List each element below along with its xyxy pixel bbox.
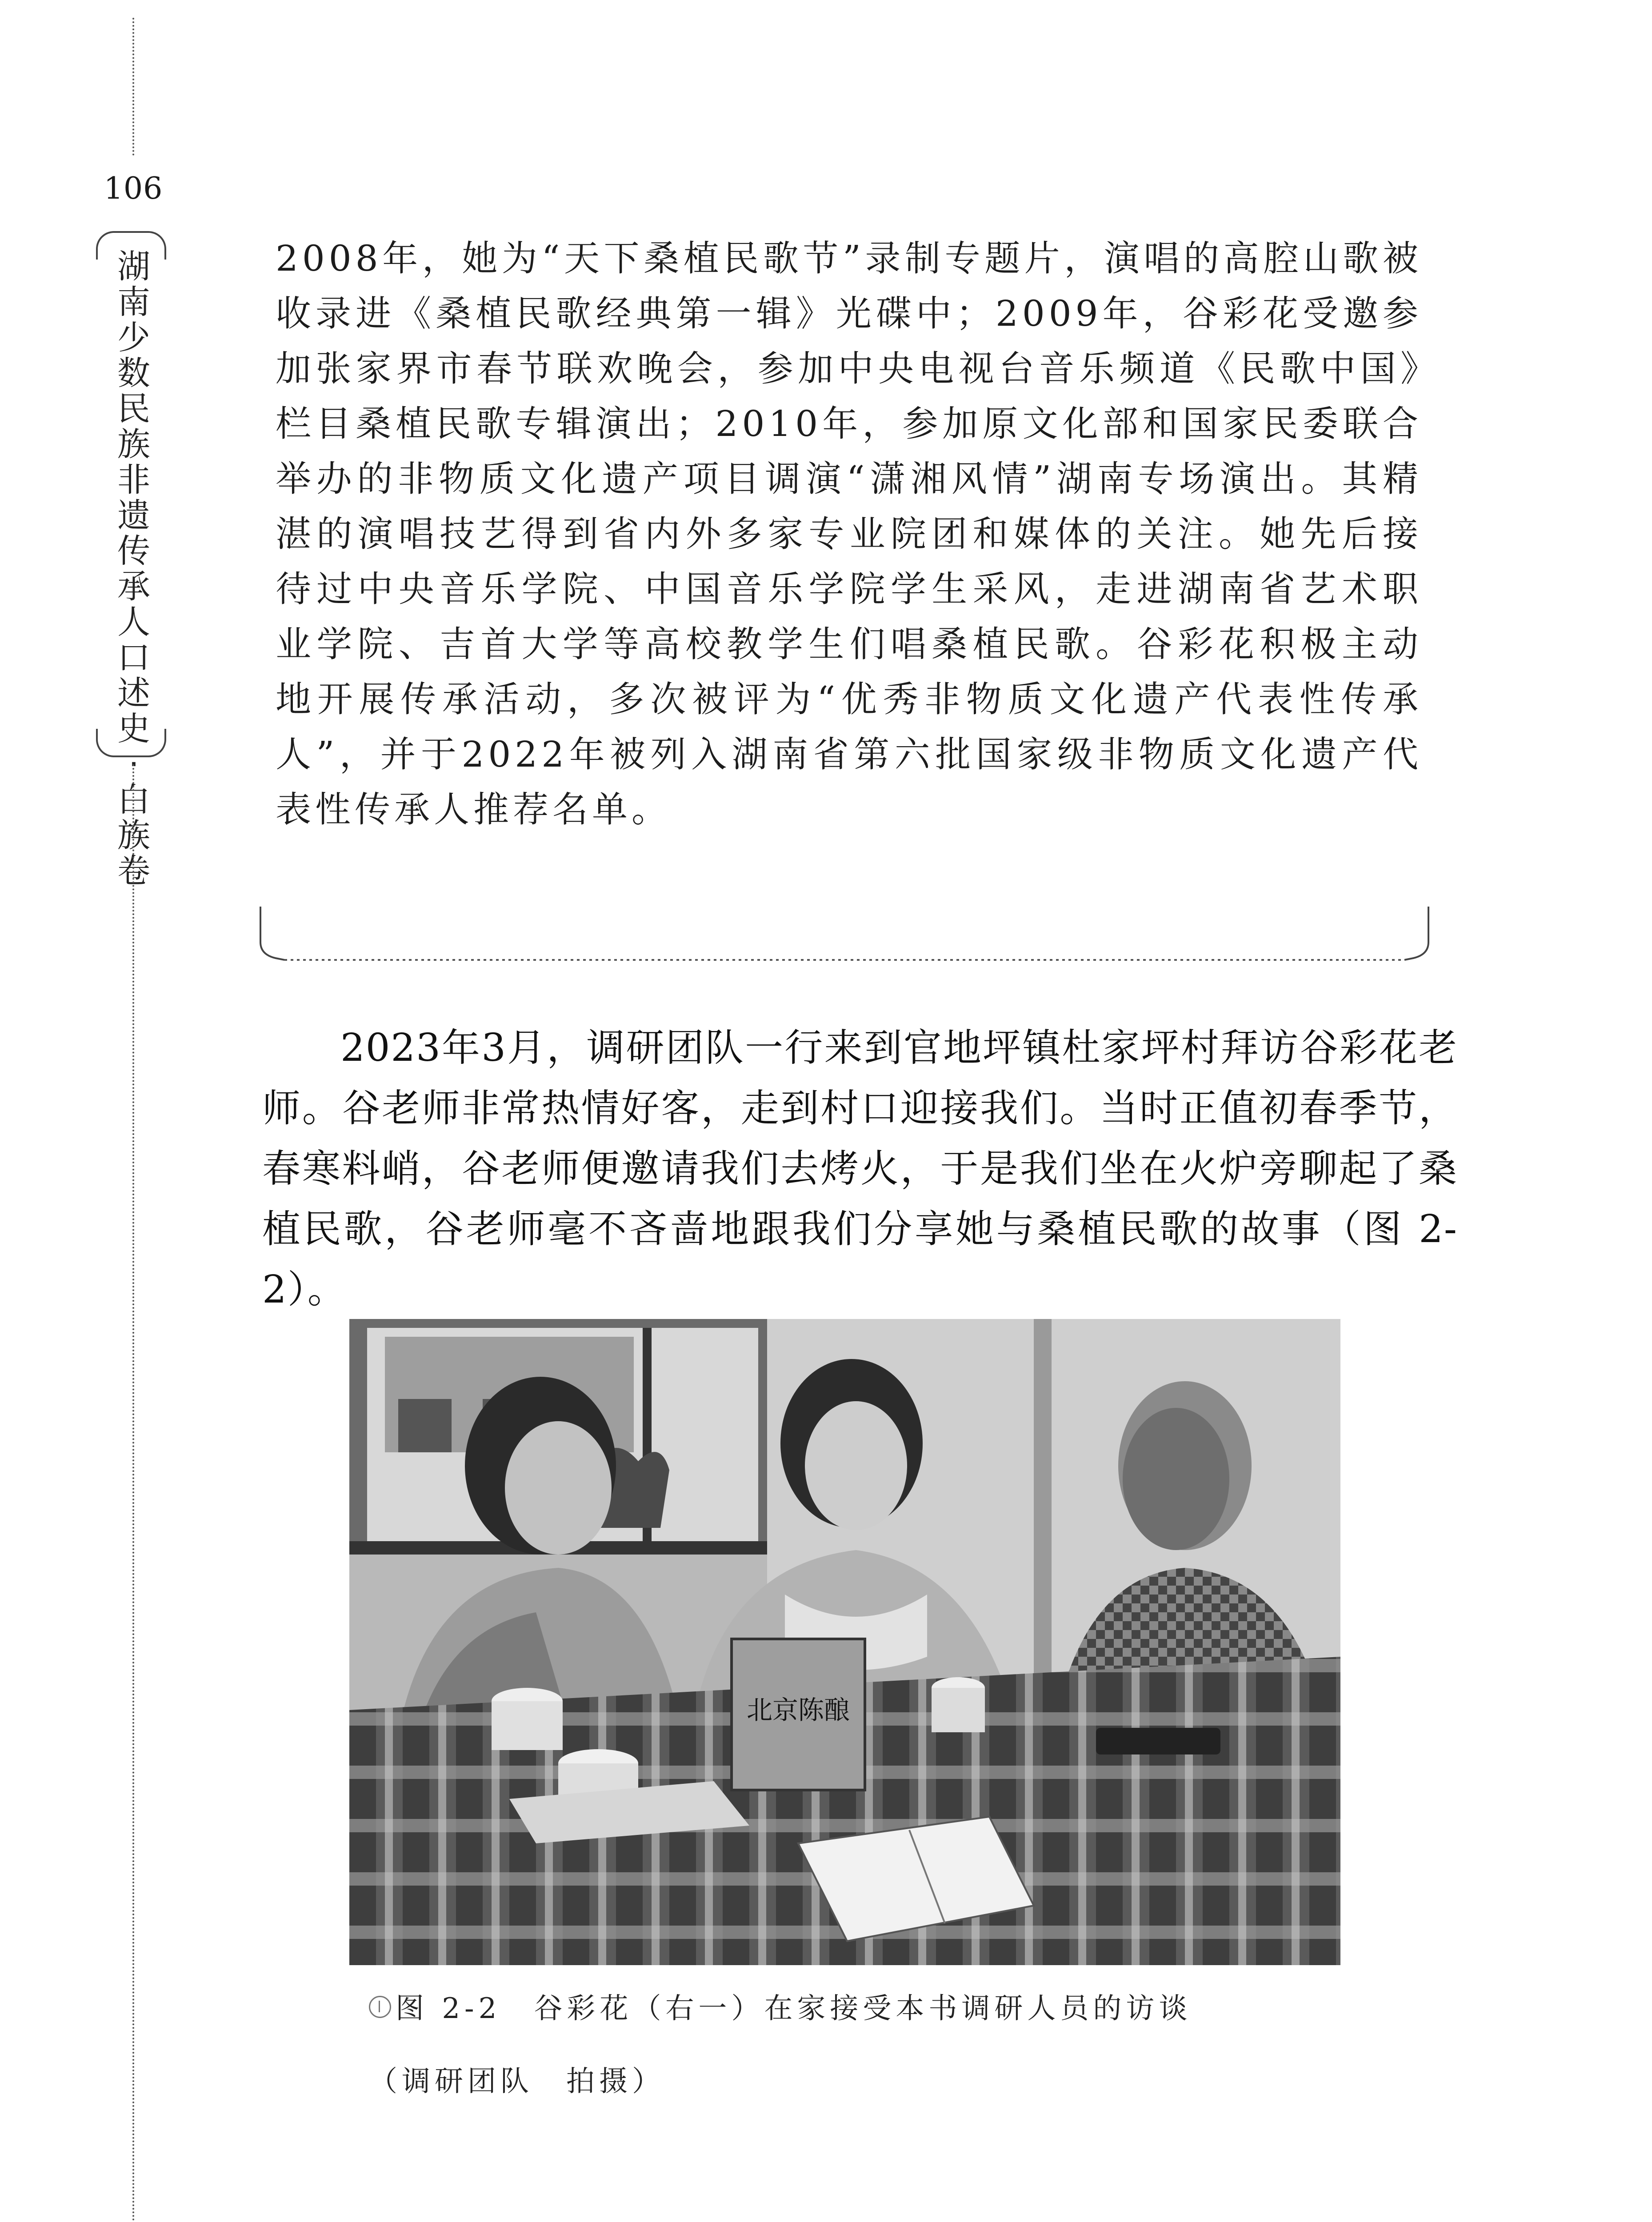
running-title-char: 遗 xyxy=(117,496,150,535)
margin-dotted-line-top xyxy=(132,18,134,156)
running-title-char: 传 xyxy=(117,532,150,570)
running-title-char: 湖 xyxy=(117,248,150,286)
running-title-char: 述 xyxy=(117,674,150,712)
running-title xyxy=(105,248,163,890)
running-title-char: 少 xyxy=(117,319,150,357)
running-title-char: 数 xyxy=(117,354,150,392)
figure-source: （调研团队 拍摄） xyxy=(369,2065,665,2098)
interview-photo xyxy=(349,1319,1340,1965)
running-title-char: 口 xyxy=(117,639,150,677)
profile-box-frame xyxy=(258,902,1431,973)
running-title-char: 族 xyxy=(117,816,150,855)
page-number: 106 xyxy=(104,171,163,206)
body-paragraph: 2023年3月，调研团队一行来到官地坪镇杜家坪村拜访谷彩花老师。谷老师非常热情好客，走到村口迎接我们。当时正值初春季节，春寒料峭，谷老师便邀请我们去烤火，于是我们坐在火炉旁聊起了桑植民歌，谷老师毫不吝啬地跟我们分享她与桑植民歌的故事（图 2-2）。 xyxy=(262,1026,1458,1312)
running-title-char: · xyxy=(128,745,139,783)
running-title-char: 卷 xyxy=(117,852,150,890)
running-title-char: 非 xyxy=(117,461,150,499)
margin-dotted-line-bottom xyxy=(132,764,134,2222)
running-title-char: 白 xyxy=(117,781,150,819)
running-title-char: 承 xyxy=(117,567,150,606)
running-title-char: 民 xyxy=(117,390,150,428)
running-title-char: 史 xyxy=(117,710,150,748)
figure-caption xyxy=(369,1991,1391,2026)
profile-box-text: 2008年，她为“天下桑植民歌节”录制专题片，演唱的高腔山歌被收录进《桑植民歌经典第一辑》光碟中；2009年，谷彩花受邀参加张家界市春节联欢晚会，参加中央电视台音乐频道《民歌中国》栏目桑植民歌专辑演出；2010年，参加原文化部和国家民委联合举办的非物质文化遗产项目调演“潇湘风情”湖南专场演出。其精湛的演唱技艺得到省内外多家专业院团和媒体的关注。她先后接待过中央音乐学院、中国音乐学院学生采风，走进湖南省艺术职业学院、吉首大学等高校教学生们唱桑植民歌。谷彩花积极主动地开展传承活动，多次被评为“优秀非物质文化遗产代表性传承人”，并于2022年被列入湖南省第六批国家级非物质文化遗产代表性传承人推荐名单。 xyxy=(276,238,1422,830)
running-title-char: 人 xyxy=(117,603,150,641)
caption-marker-icon xyxy=(369,1996,391,2018)
running-title-char: 族 xyxy=(117,425,150,464)
box-label: 北京陈酿 xyxy=(746,1695,850,1725)
running-title-bracket-bottom xyxy=(96,729,166,757)
running-title-char: 南 xyxy=(117,283,150,321)
figure-caption-text: 图 2-2 谷彩花（右一）在家接受本书调研人员的访谈 xyxy=(396,1992,1192,2025)
